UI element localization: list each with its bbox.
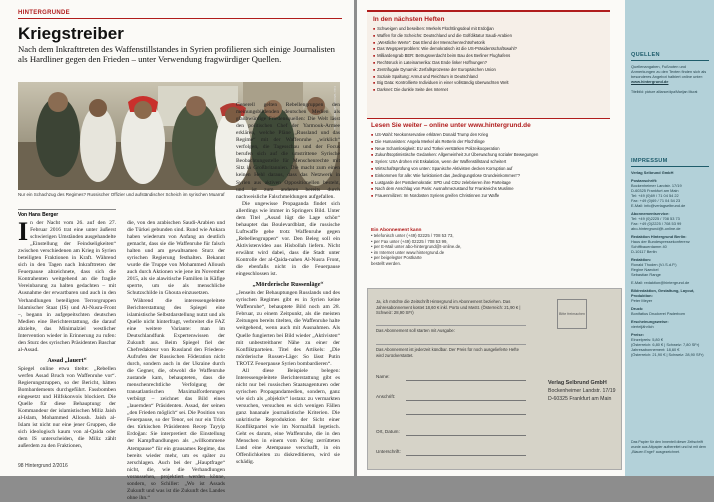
col2-paragraph-2: Während die interessengeleitete Berichterstattung des Spiegel eine islamistische Selbstdarstellung nutzt und als Quelle nicht hinterfragt, verbreitet die FAZ eine weitere Variante: man im Deutschlandfunk Expertenwissen der Zukunft aus. Beim Spiegel fiel der Chefredakteur von Russland den Friedens-Aufrufen der Russischen Föderation nicht durch, sondern auch in der Ukraine durch die Gegner, die, obwohl die Waffenruhe zustande kam, behaupteten, dass die menschenrechtliche Verfolgung der transatlantischen Maximalforderungen verbürgt – zeichnet das Bild eines „lauernden“ Präsidenten. Assad, der seinen „den Frieden möglich“ sei. Die Position von Feuerpause, so der Tenor, sei nur ein Trick des türkischen Präsidenten Recep Tayyip Erdoğan: Sie interpretiert die Einstellung der Kampfhandlungen als „willkommene Atempause“ für ein grausames Regime, das bereits wieder mehr, um es später zu zerschlagen. Auch bei der „Hauptfrage“ nicht, die, wie die Verhandlungen voraussehen, projektiert werden könne, sondern, so Schiller: „Wo ist Assads Zukunft und was ist die Zukunft des Landes ohne ihn.“: [127, 297, 225, 501]
section-heading-2: „Mörderische Russenläge“: [252, 281, 324, 289]
stamp-box: Bitte freimachen: [557, 299, 587, 329]
impressum-label: Redaktion:: [631, 257, 652, 262]
impressum-line: Sebastian Range: [631, 272, 661, 277]
subscription-heading: Ein Abonnement kann: [371, 228, 422, 233]
list-item[interactable]: ■ Frauenmilizen: Im Nordosten Syriens greifen Christinnen zur Waffe: [371, 193, 616, 200]
paper-note: Das Papier für den Innenteil dieser Zeitschrift wurde aus Altpapier aufbereitet und ist mit dem „Blauen Engel“ ausgezeichnet.: [631, 440, 706, 454]
list-item: ■ Das Wegsperrproblem: Wie demokratisch ist die US-Präsidentschaftswahl?: [373, 46, 604, 53]
list-item[interactable]: ■ Die Humanisten: Angela Merkel als Retterin der Flüchtlinge: [371, 139, 616, 146]
sources-link[interactable]: www.hintergrund.de: [631, 79, 669, 84]
recipient-address: [548, 379, 615, 403]
online-section: [371, 122, 616, 200]
impressum-heading: IMPRESSUM: [631, 158, 668, 164]
impressum-label: Postanschrift:: [631, 178, 658, 183]
impressum-line: abo-hintergrund@t-online.de: [631, 226, 681, 231]
list-item[interactable]: ■ Wirtschaftsprüfung von unten: Spanische Aktivisten decken Korruption auf: [371, 166, 616, 173]
drop-cap: I: [18, 217, 29, 246]
address-line: D-60325 Frankfurt am Main: [548, 396, 612, 402]
byline: Von Hans Berger: [18, 209, 116, 218]
list-item[interactable]: ■ Zukunftsoptimistische Gedanken: Allgemeinheit zur Überwachung sozialer Bewegungen: [371, 152, 616, 159]
impressum-rule: [631, 166, 709, 167]
impressum-line: Fax: +49 (0)69 / 71 04 54 23: [631, 198, 681, 203]
list-item[interactable]: ■ Einkommen für alle: Wie funktioniert das „bedingungslose Grundeinkommen“?: [371, 173, 616, 180]
cover-photo-credit: Titelbild: picture alliance/dpa/Marijan Murat: [631, 90, 698, 94]
signature-field[interactable]: [406, 455, 526, 456]
impressum-line: Schiffbauerdamm 40: [631, 244, 667, 249]
upcoming-issues-box: [367, 10, 610, 119]
impressum-section: [631, 178, 709, 208]
subscription-line: • per Fax unter (+49) 02225 / 708 53 99,: [371, 238, 448, 244]
impressum-block: [631, 158, 709, 360]
impressum-line: E-Mail: redaktion@hintergrund.de: [631, 280, 690, 285]
upcoming-list: [373, 26, 604, 94]
name-label: Name:: [376, 374, 390, 379]
col2-paragraph: die, von den arabischen Saudi-Arabien und die Türkei gebunden sind. Rund wie Ankara haben wiederum von Anfang an deutlich gemacht, dass sie die Waffenruhe für falsch halten und am gewaltsamen Sturz der syrischen Regierung festhalten. Bekannt wurde die Truppe von Mohammed Alloush auch durch Aktionen wie jene im November 2015, als sie alawitische Familien in Käfige sperrte, um sie als menschliche Schutzschilde in Ghouta einzusetzen.: [127, 220, 225, 297]
list-item: ■ Big Data: Kontrollierte Individuen in einer vollständig überwachten Welt: [373, 80, 604, 87]
subscription-line: • per beigelegter Postkarte: [371, 255, 422, 261]
section-kicker: HINTERGRUNDE: [18, 10, 70, 16]
impressum-section: [631, 211, 709, 231]
list-item: ■ Waffen für die Scheichs: Deutschland und die Golfdiktatur Saudi-Arabien: [373, 33, 604, 40]
subscription-line: bestellt werden.: [371, 260, 402, 266]
list-item: ■ Milliardengrab BER: Betrugsverdacht beim Bau des Berliner Flughafens: [373, 53, 604, 60]
article-column-3: [236, 102, 340, 466]
section-heading: Assad „lauert“: [47, 356, 87, 364]
col3-paragraph-4: All diese Beispiele belegen: Interessengeleitete Berichterstattung gibt es nicht nur bei russischen Staatsagenturen oder syrischen Propagandamedien, sondern, ganz wie sich als „objektiv“ lostanz zu vermarkten versuchen, versuchen es sich wenigen Fällen ganz bananale journalistische Kriterien. Die unkritische Reproduktion der Sicht einer Konfliktpartei wie im Normalfall legetisch. Geht es darum, eine Waffenruhe, die in den Menschen in einem vom Krieg zerrütteten Land eine Atempause verschafft, in ein Offenlichkeiten zu diskreditieren, wird sie schädig.: [236, 367, 340, 466]
impressum-line: D-60325 Frankfurt am Main: [631, 188, 679, 193]
impressum-line: Haus der Bundespressekonferenz: [631, 239, 690, 244]
sources-heading: QUELLEN: [631, 52, 660, 58]
impressum-section: [631, 332, 709, 357]
col3-paragraph-3: „Jenseits der Behauptungen Russlands und des syrischen Regimes gibt es in Syrien keine Waffenruhe“, behauptete Bild noch am 28. Februar, zu einem Zeitpunkt, als die meisten Zeitungen bereits titelten, die Waffenruhe halte weitgehend, wenn auch mit Ausnahmen. Als Quelle fungierten bei Bild wieder „Aktivisten“ mit unbestreitbarer Nähe zu einer der Konfliktparteien. Titel des Artikels: „Die mörderische Russen-Läge: So lässt Putin TROTZ Feuerpause Syrien bombardieren“.: [236, 290, 340, 367]
impressum-line: Regine Naeckel: [631, 267, 659, 272]
signature-label: Unterschrift:: [376, 449, 401, 454]
col1-paragraph-2: Spiegel online etwa titelte: „Rebellen werfen Assad Bruch von Waffenruhe vor“. Regierungstruppen, so der Bericht, hätten Bombardements durchgeführt. Fassbomben eingesetzt und Hilfskonvois blockiert. Die Quelle für diese Behauptung: der Kommandeur der islamistischen Miliz Jaish al-Islam, Mohammed Alloush. Jaish al-Islam ist nicht nur eine jener Gruppen, die sich ideologisch kaum von al-Qaida oder dem IS unterscheiden, die Miliz zählt außerdem zu den Fraktionen,: [18, 365, 116, 450]
photo-caption: Nur ein Schachzug des Regimes? Russischer Offizier und aufständischer Scheich im syrischen Muarraf: [18, 192, 225, 197]
list-item[interactable]: ■ Nach dem Anschlag von Paris: Ausnahmezustand für Frankreichs Muslime: [371, 186, 616, 193]
list-item: ■ Schweigen und beseiben: Merkels Flüchtlingsdeal mit Erdoğan: [373, 26, 604, 33]
list-item[interactable]: ■ Lustgarde der Postdemokratie: SPD und CDU zelebrieren ihre Parteitage: [371, 180, 616, 187]
impressum-section: [631, 288, 709, 303]
col1-paragraph: n der Nacht vom 26. auf den 27. Februar 2016 trat eine unter äußerst schwierigen Umständen ausgehandelte „Einstellung der Feindseligkeiten“ zwischen verschiedenen am Krieg in Syrien beteiligten Fraktionen in Kraft. Während sich in den Tagen nach Inkrafttreten der Feuerpause abzeichnete, dass sich die Kontrahenten weitgehend an die fragile Vereinbarung zu halten gedachten – mit Ausnahme der erwartbaren und auch in den Verhandlungen beteiligten Terrorgruppen Islamischer Staat (IS) und Al-Nusra-Front –, begann in aufgepeitschten deutschen Medien eine Berichterstattung, die darauf abzielte, das Minimalziel westlicher Intervention wieder in Erinnerung zu rufen: den Sturz des syrischen Präsidenten Baschar al-Assad.: [18, 220, 116, 353]
page-footer: 98 Hintergrund 2/2016: [18, 463, 68, 469]
address-line: Verlag Selbrund GmbH: [548, 380, 607, 386]
address-field[interactable]: [406, 400, 526, 401]
impressum-line: Einzelpreis: 5,80 €: [631, 337, 664, 342]
left-page: [0, 0, 354, 501]
sidebar: [625, 0, 714, 476]
article-subtitle: Nach dem Inkrafttreten des Waffenstillstandes in Syrien profilieren sich einige Journalisten als Hardliner gegen den Frieden – unter Verwendung fragwürdiger Quellen.: [18, 44, 335, 65]
impressum-line: Tel: +49 (0)69 / 71 04 54 22: [631, 193, 679, 198]
address-label: Anschrift:: [376, 394, 396, 399]
order-postcard: [367, 288, 622, 470]
date-field[interactable]: [406, 435, 526, 436]
impressum-section: [631, 319, 709, 329]
sources-rule: [631, 60, 709, 61]
photo-credit: Foto: Wikimedia/Freedom House: [333, 86, 337, 130]
subscription-line: • telefonisch unter (+49) 02225 / 708 53 73,: [371, 233, 454, 238]
name-field[interactable]: [406, 380, 526, 381]
impressum-line: Fax: +49 (0)2225 / 708 53 99: [631, 221, 682, 226]
impressum-label: Erscheinungsweise:: [631, 319, 669, 324]
list-item[interactable]: ■ US-Wahl: Neokonservative erklären Donald Trump den Krieg: [371, 132, 616, 139]
impressum-line: Ronald Thoden (V.i.S.d.P.): [631, 262, 677, 267]
impressum-line: E-Mail: info@verlagselbrund.de: [631, 203, 686, 208]
impressum-label: Abonnementservice:: [631, 211, 670, 216]
impressum-label: Bildredaktion, Gestaltung, Layout, Produktion:: [631, 288, 695, 298]
list-item: ■ Darknet: Die dunkle Seite des Internet: [373, 87, 604, 94]
sources-block: [631, 52, 709, 95]
col3-paragraph-2: Die ungewisse Propaganda findet sich allerdings wie immer in Springers Bild. Unter dem Titel „Assad lügt die Lage schön“ behauptet das Boulevardblatt, die russische Luftwaffe gehe trotz Waffenruhe gegen „Rebellengruppen“ vor. Den Beleg soll ein Aktivistenvideo aus Hisbollah liefern. Nicht erwähnt wird dabei, dass die Stadt unter Kontrolle der al-Qaida-nahen Al-Nusra Front, die ebenfalls nicht in die Feuerpause eingeschlossen ist.: [236, 200, 340, 278]
card-start-text: Das Abonnement soll starten mit Ausgabe:: [376, 325, 526, 334]
online-heading[interactable]: Lesen Sie weiter – online unter www.hintergrund.de: [371, 122, 531, 129]
list-item: ■ Zentrifugale Dynamik: Zerfallsprozesse der Europäischen Union: [373, 67, 604, 74]
list-item[interactable]: ■ Syrien: USA drohen mit Eskalation, wenn der Waffenstillstand scheitert: [371, 159, 616, 166]
impressum-section: [631, 257, 709, 277]
col3-paragraph: Generell gelten Rebellengruppen den meinungsbildenden deutschen Medien als glaubwürdige Friedensquellen: Die Welt lässt den politischen Chef der Yarmouk-Armee erklären, welche Pläne „Russland und das Regime“ mit der Waffenruhe „wirklich“ verfolgen, die Tagesschau und der Focus berufen sich auf die umstrittene Syrische Beobachtungsstelle für Menschenrechte mit Sitz in Großbritannien. Die macht zum einen keinen Hehl daraus, dass das Netzwerk in Syrien aus aktiven Oppositionellen besteht, und ist zum anderen bereits durch nachweisliche Falschmeldungen aufgefallen.: [236, 102, 340, 200]
impressum-line: (Österreich: 6,80 € | Schweiz: 7,80 SFr): [631, 342, 700, 347]
list-item: ■ „Westliche Werte“: Das Elend der Menschenrechtsrhetorik: [373, 40, 604, 47]
impressum-line: vierteljährlich: [631, 324, 654, 329]
subscription-line: • per E-Mail unter abo-hintergrund@t-online.de,: [371, 244, 462, 250]
impressum-label: Verlag Selbrund GmbH: [631, 170, 674, 175]
impressum-label: Redaktion Hintergrund Berlin:: [631, 234, 687, 239]
card-cancel-text: Das Abonnement ist jederzeit kündbar. Der Preis für noch ausgelieferte Hefte wird zurückerstattet.: [376, 344, 526, 358]
kicker-rule: [18, 18, 342, 19]
subscription-line: • im Internet unter www.hintergrund.de: [371, 249, 445, 255]
list-item[interactable]: ■ Neue Schamlosigkeit: EU und Türkei verstärken Polizeikooperation: [371, 146, 616, 153]
impressum-line: Bockenheimer Landstr. 17/19: [631, 183, 682, 188]
impressum-line: Bonifatius Druckerei Paderborn: [631, 311, 686, 316]
impressum-label: Druck:: [631, 306, 644, 311]
impressum-section: [631, 306, 709, 316]
list-item: ■ Soziale Spaltung: Armut und Reichtum in Deutschland: [373, 74, 604, 81]
impressum-section: [631, 280, 709, 285]
impressum-line: Peter Meyer: [631, 298, 653, 303]
impressum-line: Jahresabonnement: 18,60 €: [631, 347, 680, 352]
address-field-2[interactable]: [406, 414, 526, 415]
right-page: [357, 0, 714, 476]
impressum-section: [631, 234, 709, 254]
article-title: Kriegstreiber: [18, 24, 124, 43]
list-item: ■ Rechtsruck in Lateinamerika: Das Ende linker Hoffnungen?: [373, 60, 604, 67]
impressum-line: (Österreich: 21,90 € | Schweiz: 28,90 SFr): [631, 352, 704, 357]
upcoming-heading: In den nächsten Heften: [373, 16, 445, 23]
article-column-2: [127, 220, 225, 502]
online-list: [371, 132, 616, 200]
date-label: Ort, Datum:: [376, 429, 400, 434]
impressum-line: Tel: +49 (0)2225 / 708 53 73: [631, 216, 680, 221]
article-column-1: [18, 217, 116, 451]
impressum-line: D-10117 Berlin: [631, 249, 657, 254]
address-line: Bockenheimer Landstr. 17/19: [548, 388, 616, 394]
impressum-label: Preise:: [631, 332, 644, 337]
subscription-info: [371, 228, 571, 267]
card-offer-text: Ja, ich möchte die Zeitschrift Hintergrund im Abonnement beziehen. Das Jahresabonnement kostet 18,60 € inkl. Porto und MwSt. (Österreich: 21,90 € | Schweiz: 28,90 SFr): [376, 299, 521, 315]
sources-text: Quellenangaben, Fußnoten und Anmerkungen zu den Texten finden sich als besonderes Angebot halbiert online unter:: [631, 64, 707, 79]
